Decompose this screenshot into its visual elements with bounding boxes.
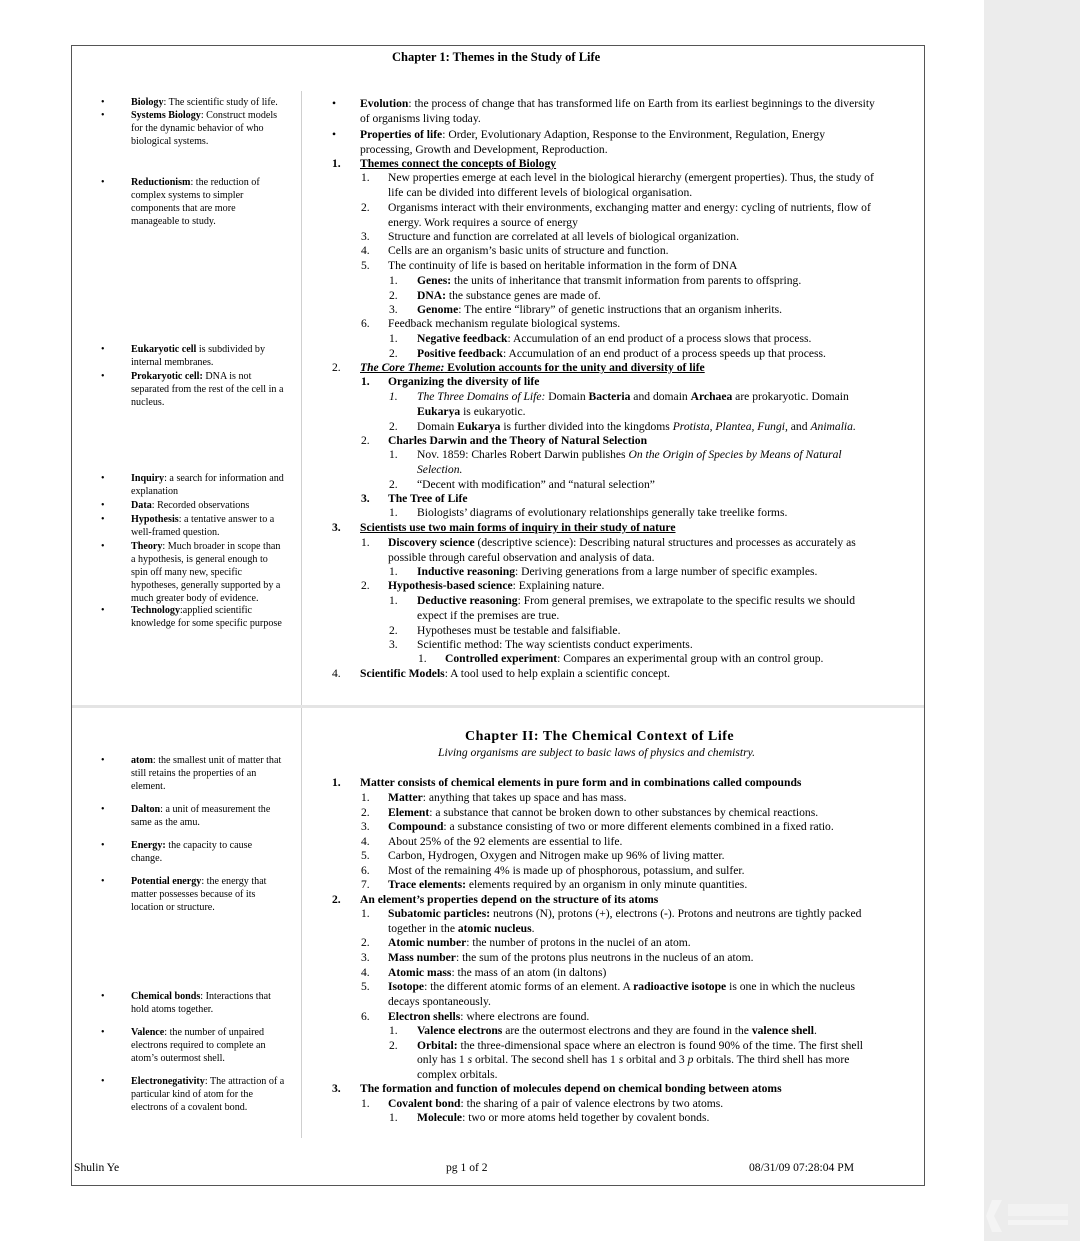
sidebar-definition: Theory: Much broader in scope than xyxy=(131,541,281,552)
chapter2-subtitle: Living organisms are subject to basic laws of physics and chemistry. xyxy=(438,746,755,759)
watermark-logo-icon xyxy=(986,1196,1078,1236)
sidebar-definition: Hypothesis: a tentative answer to a xyxy=(131,514,275,525)
footer-timestamp: 08/31/09 07:28:04 PM xyxy=(749,1161,855,1174)
section-heading: The Core Theme: Evolution accounts for the unity and diversity of life xyxy=(360,361,705,374)
section-heading: The formation and function of molecules depend on chemical bonding between atoms xyxy=(360,1082,782,1095)
section-heading: Matter consists of chemical elements in pure form and in combinations called compounds xyxy=(360,776,802,789)
list-item: Properties of life: Order, Evolutionary Adaption, Response to the Environment, Regulation, Energy xyxy=(360,128,826,141)
footer-author: Shulin Ye xyxy=(74,1161,120,1174)
document-page: Chapter 1: Themes in the Study of Life • Biology: The scientific study of life. • Systems Biology: Construct models for the dynamic behavior of who biological systems. • Reductionism: the reduction of complex systems to simpler components that are more manageable to study. • Eukaryotic cell is subdivided by internal membranes. • Prokaryotic cell: DNA is not separated from the rest of the cell in a nucleus. • Inquiry: a search for information and explanation • Data: Recorded observations • Hypothesis: a tentative answer to a well-framed question. • Theory: Much broader in scope than a hypothesis, is general enough to spin off many new, specific hypotheses, generally supported by a much greater body of evidence. • Technology:applied scientific knowledge for some specific purpose • Evolution: the process of change that has transformed life on Earth from its earliest beginnings to the diversity of organisms living today. • Properties of life: Order, Evolutionary Adaption, Response to the Environment, Regulation, Energy processing, Growth and Development, Reproduction. 1. Themes connect the concepts of Biology 1. New properties emerge at each level in the biological hierarchy (emergent properties). Thus, the study of life can be divided into different levels of biological organisation. 2. Organisms interact with their environments, exchanging matter and energy: cycling of nutrients, flow of energy. Work requires a source of energy 3. Structure and function are correlated at all levels of biological organization. 4. Cells are an organism’s basic units of structure and function. 5. The continuity of life is based on heritable information in the form of DNA 1. Genes: the units of inheritance that transmit information from parents to offspring. 2. DNA: the substance genes are made of. 3. Genome: The entire “library” of genetic instructions that an organism inherits. 6. Feedback mechanism regulate biological systems. 1. Negative feedback: Accumulation of an end product of a process slows that process. 2. Positive feedback: Accumulation of an end product of a process speeds up that process. 2. The Core Theme: Evolution accounts for the unity and diversity of life 1. Organizing the diversity of life 1. The Three Domains of Life: Domain Bacteria and domain Archaea are prokaryotic. Domain Eukarya is eukaryotic. 2. Domain Eukarya is further divided into the kingdoms Protista, Plantea, Fungi, and Animalia. 2. Charles Darwin and the Theory of Natural Selection 1. Nov. 1859: Charles Robert Darwin publishes On the Origin of Species by Means of Natural Selection. 2. “Decent with modification” and “natural selection” 3. The Tree of Life 1. Biologists’ diagrams of evolutionary relationships generally take treelike forms. 3. Scientists use two main forms of inquiry in their study of nature 1. Discovery science (descriptive science): Describing natural structures and processes as accurately as possible through careful observation and analysis of data. 1. Inductive reasoning: Deriving generations from a large number of specific examples. 2. Hypothesis-based science: Explaining nature. 1. Deductive reasoning: From general premises, we extrapolate to the specific results we should expect if the premises are true. 2. Hypotheses must be testable and falsifiable. 3. Scientific method: The way scientists conduct experiments. 1. Controlled experiment: Compares an experimental group with an control group. 4. Scientific Models: A tool used to help explain a scientific concept. Chapter II: The Chemical Context of Life Living organisms are subject to basic laws of physics and chemistry. • atom: the smallest unit of matter that still retains the properties of an element. • Dalton: a unit of measurement the same as the amu. • Energy: the capacity to cause change. • Potential energy: the energy that matter possesses because of its location or structure. • Chemical bonds: Interactions that hold atoms together. • Valence: the number of unpaired electrons required to complete an atom’s outermost shell. • Electronegativity: The attraction of a particular kind of atom for the electrons of a covalent bond. 1. Matter consists of chemical elements in pure form and in combinations called compounds 1. Matter: anything that takes up space and has mass. 2. Element: a substance that cannot be broken down to other substances by chemical reactions. 3. Compound: a substance consisting of two or more different elements combined in a fixed ratio. 4. About 25% of the 92 elements are essential to life. 5. Carbon, Hydrogen, Oxygen and Nitrogen make up 96% of living matter. 6. Most of the remaining 4% is made up of phosphorous, potassium, and sulfer. 7. Trace elements: elements required by an organism in only minute quantities. 2. An element’s properties depend on the structure of its atoms 1. Subatomic particles: neutrons (N), protons (+), electrons (-). Protons and neutrons are tightly packed together in the atomic nucleus. 2. Atomic number: the number of protons in the nuclei of an atom. 3. Mass number: the sum of the protons plus neutrons in the nucleus of an atom. 4. Atomic mass: the mass of an atom (in daltons) 5. Isotope: the different atomic forms of an element. A radioactive isotope is one in which the nucleus decays spontaneously. 6. Electron shells: where electrons are found. 1. Valence electrons are the outermost electrons and they are found in the valence shell. 2. Orbital: the three-dimensional space where an electron is found 90% of the time. The first shell only has 1 s orbital. The second shell has 1 s orbital and 3 p orbitals. The third shell has more complex orbitals. 3. The formation and function of molecules depend on chemical bonding between atoms 1. Covalent bond: the sharing of a pair of valence electrons by two atoms. 1. Molecule: two or more atoms held together by covalent bonds. Shulin Ye pg 1 of 2 08/31/09 07:28:04 PM xyxy=(0,0,984,1241)
chapter2-title: Chapter II: The Chemical Context of Life xyxy=(465,729,735,744)
section-heading: An element’s properties depend on the structure of its atoms xyxy=(360,893,659,906)
footer-page-number: pg 1 of 2 xyxy=(446,1161,488,1174)
sidebar-definition: atom: the smallest unit of matter that xyxy=(131,755,282,766)
sidebar-definition: Valence: the number of unpaired xyxy=(131,1027,265,1038)
chapter1-title: Chapter 1: Themes in the Study of Life xyxy=(392,50,601,64)
sidebar-definition: Reductionism: the reduction of xyxy=(131,177,260,188)
section-heading: Themes connect the concepts of Biology xyxy=(360,157,557,170)
section-heading: Scientists use two main forms of inquiry in their study of nature xyxy=(360,521,676,534)
sidebar-definition: Electronegativity: The attraction of a xyxy=(131,1076,285,1087)
list-item: Evolution: the process of change that has transformed life on Earth from its earliest beginnings to the diversity xyxy=(360,97,875,110)
sidebar-definition: Data: Recorded observations xyxy=(131,500,250,511)
column-divider xyxy=(301,91,302,705)
column-divider xyxy=(301,708,302,1138)
sidebar-definition: Eukaryotic cell is subdivided by xyxy=(131,344,266,355)
sidebar-definition: Potential energy: the energy that xyxy=(131,876,267,887)
sidebar-definition: Dalton: a unit of measurement the xyxy=(131,804,271,815)
sidebar-definition: Systems Biology: Construct models xyxy=(131,110,278,121)
sidebar-definition: Chemical bonds: Interactions that xyxy=(131,991,271,1002)
sidebar-definition: Energy: the capacity to cause xyxy=(131,840,253,851)
sidebar-definition: Prokaryotic cell: DNA is not xyxy=(131,371,252,382)
sidebar-definition: Inquiry: a search for information and xyxy=(131,473,284,484)
sidebar-definition: Technology:applied scientific xyxy=(131,605,253,616)
section-divider xyxy=(72,705,924,708)
sidebar-definition: Biology: The scientific study of life. xyxy=(131,97,278,108)
